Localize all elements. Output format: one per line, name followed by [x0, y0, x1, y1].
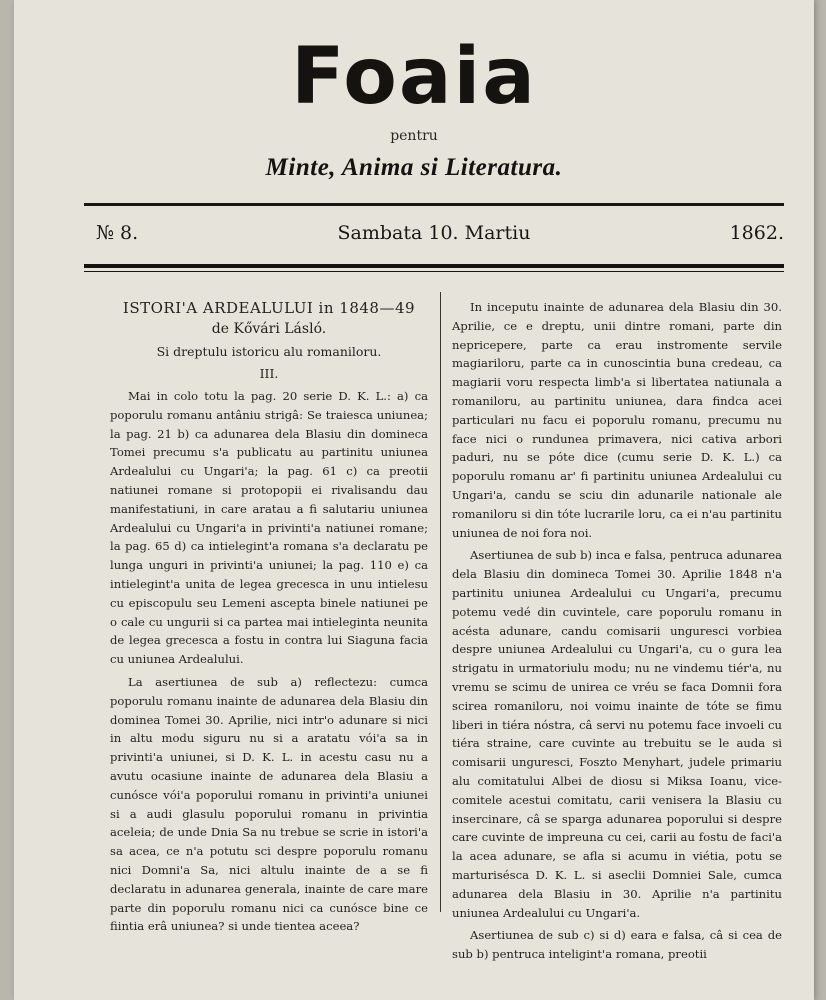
issue-date: Sambata 10. Martiu — [337, 222, 531, 244]
header-rule-thin — [84, 271, 784, 272]
right-paragraph-3: Asertiunea de sub c) si d) eara e falsa, câ si cea de sub b) pentruca inteligint'a romana, preotii — [452, 928, 782, 962]
left-paragraph-1: Mai in colo totu la pag. 20 serie D. K. L.: a) ca poporulu romanu antâniu strigâ: Se traiesca uniunea; la pag. 21 b) ca adunarea dela Blasiu din dominecа Tomei precumu s'a publicatu au partinitu uniunea Ardealului cu Ungari'a; la pag. 61 c) ca preotii natiunei romane si protopopii ei rivalisandu dau manifestatiuni, in care aratau a fi salutariu uniunea Ardealului cu Ungari'a in privinti'a natiunei romane; la pag. 65 d) ca intielegint'a romana s'a declaratu pe lunga unguri in privinti'a uniunei; la pag. 110 e) ca intielegint'a unita de legea grecesca in unu intielesu cu episcopulu seu Lemeni ascepta binele natiunei pe o cale cu ungurii si ca partea mai intieleginta neunita de legea grecesca a fostu in contra lui Siaguna facia cu uniunea Ardealului. — [110, 389, 428, 667]
masthead-subtitle: Minte, Anima si Literatura. — [265, 154, 563, 181]
left-column — [110, 298, 428, 940]
issue-number: № 8. — [96, 222, 139, 244]
masthead-rule — [84, 203, 784, 206]
issue-line — [84, 222, 784, 250]
article-author: de Kővári Lásló. — [211, 321, 327, 337]
newspaper-page — [14, 0, 814, 1000]
issue-year: 1862. — [729, 222, 784, 244]
article-subtitle: Si dreptulu istoricu alu romaniloru. — [156, 344, 382, 359]
right-paragraph-2: Asertiunea de sub b) inca e falsa, pentruca adunarea dela Blasiu din dominecа Tomei 30. Aprilie 1848 n'a partinitu uniunea Ardealului cu Ungari'a, precumu potemu vedé din cuvintele, care poporulu romanu in acésta adunare, candu comisarii unguresci vorbiea despre uniunea Ardealului cu Ungari'a, cu o gura lea strigatu in urmatoriulu modu; nu ne vindemu tiér'a, nu vremu se scimu de unirea ce vréu se faca Domnii fora scirea romaniloru, noi voimu inainte de tóte se fimu liberi in tiéra nóstra, câ servi nu potemu face invoeli cu tiéra straine, care cuvinte au trebuitu se le auda si comisarii unguresci, Foszto Menyhart, judele primariu alu comitatului Albei de diosu si Miksa Ioanu, vice-comitele acestui comitatu, carii venisera la Blasiu cu insercinare, câ se sparga adunarea poporului si despre care cuvinte de impreuna cu cei, carii au fostu de faci'a la acea adunare, se afla si acumu in viétia, potu se marturisésca D. K. L. si aseclii Domniei Sale, cumca adunarea dela Blasiu in 30. Aprilie n'a partinitu uniunea Ardealului cu Ungari'a. — [452, 548, 782, 920]
masthead-title: Foaia — [291, 32, 537, 122]
article-part: III. — [259, 366, 279, 381]
right-paragraph-1: In inceputu inainte de adunarea dela Blasiu din 30. Aprilie, ce e dreptu, unii dintre romani, parte din nepricepere, parte ca erau instromente servile magiariloru, parte ca in cunoscintia buna credeau, ca magiarii voru respecta limb'a si libertatea natiunala a romaniloru, au partinitu uniunea, dara findca acei particulari nu facu ei poporulu romanu, precumu nu face nici o rundunea primavera, nici cativa arbori paduri, nu se póte dice (cumu serie D. K. L.) ca poporulu romanu ar' fi partinitu uniunea Ardealului cu Ungari'a, candu se sciu din adunarile nationale ale romaniloru si din tóte lucrarile loru, ca ei n'au partinitu uniunea de noi fora noi. — [452, 300, 782, 540]
masthead-pentru: pentru — [390, 128, 438, 144]
column-divider — [440, 292, 441, 912]
article-title: ISTORI'A ARDEALULUI in 1848—49 — [122, 299, 416, 317]
left-paragraph-2: La asertiunea de sub a) reflectezu: cumca poporulu romanu inainte de adunarea dela Blasiu din dominea Tomei 30. Aprilie, nici intr'o adunare si nici in altu modu siguru nu si a aratatu vói'a sa in privinti'a uniunei, si D. K. L. in acestu casu nu a avutu ocasiune inainte de adunarea dela Blasiu a cunósce vói'a poporului romanu in privinti'a uniunei si a audi glasulu poporului romanu in privintia aceleia; de unde Dnia Sa nu trebue se scrie in istori'a sa acea, ce n'a potutu sci despre poporulu romanu nici Domni'a Sa, nici altulu inainte de a se fi declaratu in adunarea generala, inainte de care mare parte din poporulu romanu nici ca cunósce bine ce fiintia erâ uniunea? si unde tientea aceea? — [110, 674, 428, 934]
right-column — [452, 298, 782, 968]
header-rule-thick — [84, 264, 784, 268]
